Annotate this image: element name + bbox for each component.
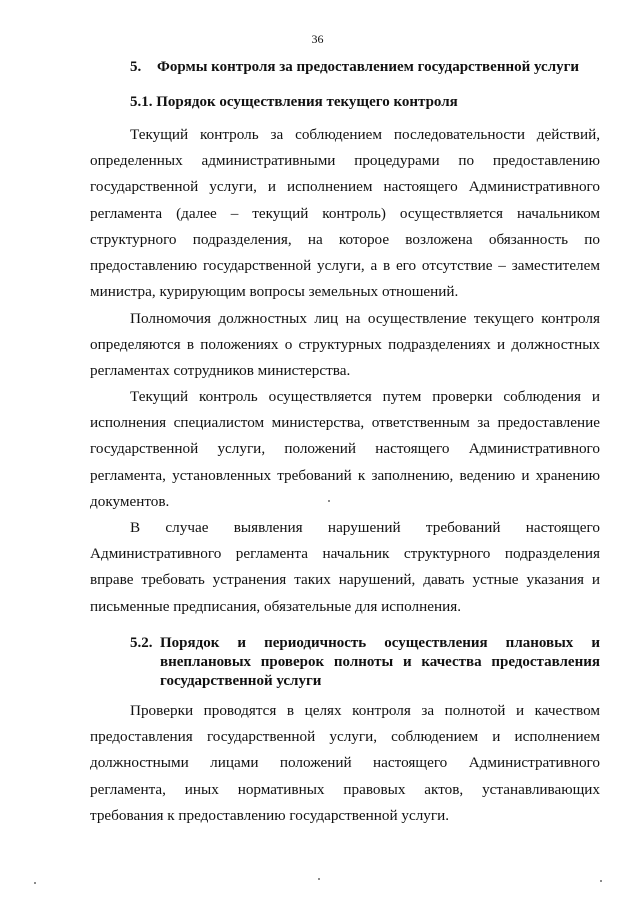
paragraph-5-1-1: Текущий контроль за соблюдением последовательности действий, определенных административными процедурами по предоставлению государственной услуги, и исполнением настоящего Административного регламента (далее – текущий контроль) осуществляется начальником структурного подразделения, на которое возложена обязанность по предоставлению государственной услуги, а в его отсутствие – заместителем министра, курирующим вопросы земельных отношений.: [90, 126, 600, 301]
paragraph-5-2-1: Проверки проводятся в целях контроля за полнотой и качеством предоставления государственной услуги, соблюдением и исполнением должностными лицами положений настоящего Административного регламента, иных нормативных правовых актов, устанавливающих требования к предоставлению государственной услуги.: [90, 702, 600, 824]
section-5-title: Формы контроля за предоставлением государственной услуги: [157, 59, 580, 75]
section-5-number: 5.: [130, 59, 142, 75]
scan-speck: [318, 878, 320, 880]
scan-speck: [34, 882, 36, 884]
paragraph-5-1-4: В случае выявления нарушений требований настоящего Административного регламента начальник структурного подразделения вправе требовать устранения таких нарушений, давать устные указания и письменные предписания, обязательные для исполнения.: [90, 519, 600, 615]
section-5-heading: [130, 58, 610, 77]
paragraph-5-1-2: Полномочия должностных лиц на осуществление текущего контроля определяются в положениях о структурных подразделениях и должностных регламентах сотрудников министерства.: [90, 310, 600, 380]
section-5-2-title: Порядок и периодичность осуществления плановых и внеплановых проверок полноты и качества предоставления государственной услуги: [160, 635, 600, 689]
scan-speck: [600, 880, 602, 882]
scan-speck: [328, 500, 330, 502]
section-5-2-number: 5.2.: [130, 635, 153, 651]
section-5-1-heading: 5.1. Порядок осуществления текущего контроля: [130, 94, 458, 110]
section-5-2-heading: [130, 634, 600, 691]
page-number: 36: [311, 32, 324, 46]
paragraph-5-1-3: Текущий контроль осуществляется путем проверки соблюдения и исполнения специалистом министерства, ответственным за предоставление государственной услуги, положений настоящего Административного регламента, установленных требований к заполнению, ведению и хранению документов.: [90, 388, 600, 510]
